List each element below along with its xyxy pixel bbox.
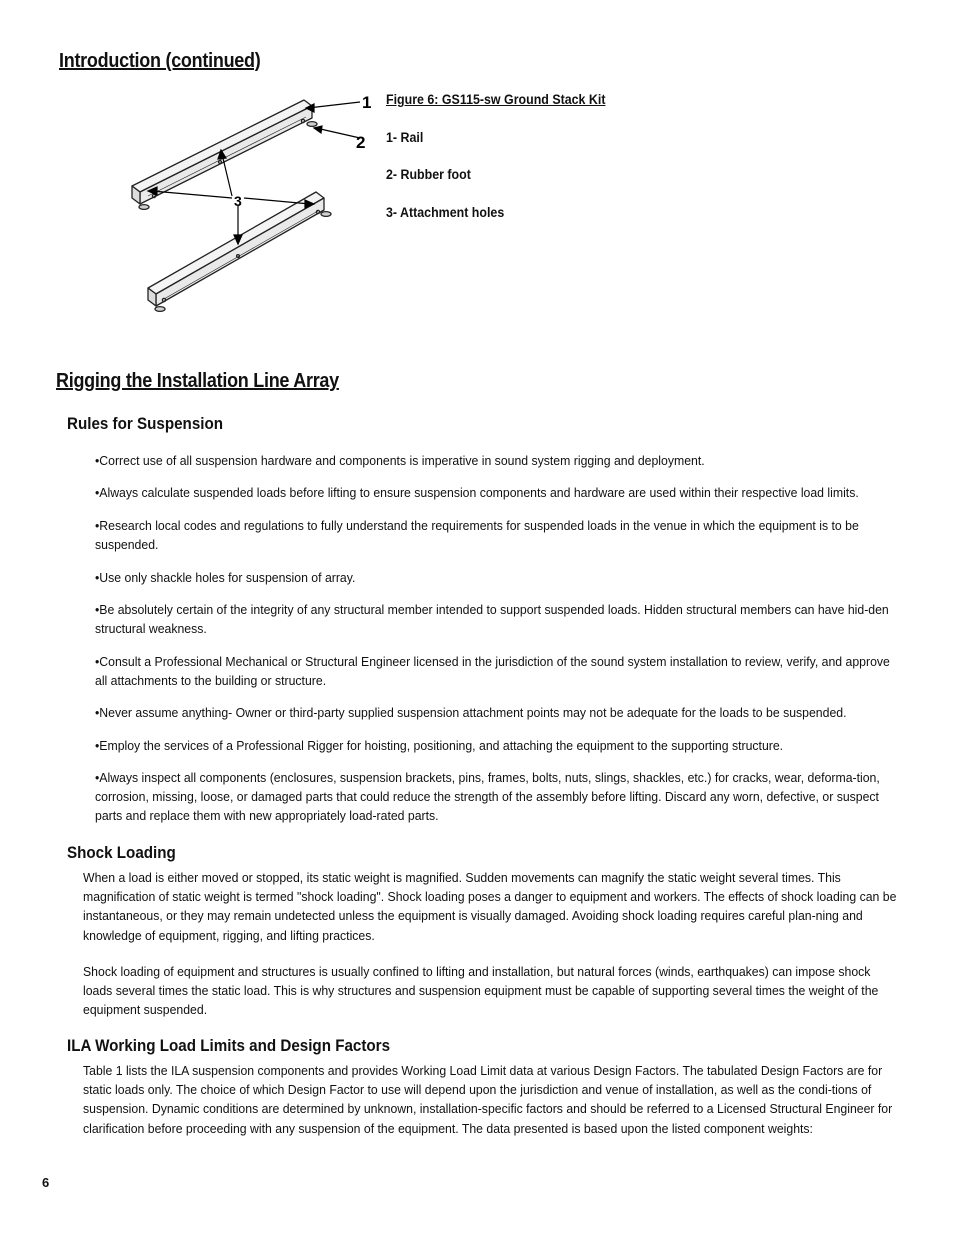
callout-2: 2: [356, 133, 366, 152]
shock-paragraph-2: Shock loading of equipment and structures is usually confined to lifting and installation, but natural forces (winds, earthquakes) can impose shock loads several times the static load. This is why structures and suspension equipment must be capable of supporting several times the weight of the equipment suspended.: [83, 964, 879, 1018]
legend-item-rubber-foot: 2- Rubber foot: [386, 167, 471, 182]
wll-heading: ILA Working Load Limits and Design Factors: [67, 1037, 391, 1055]
rule-item: •Never assume anything- Owner or third-party supplied suspension attachment points may not be adequate for the loads to be suspended.: [95, 705, 847, 720]
ground-stack-kit-illustration: [120, 88, 380, 320]
legend-item-attachment-holes: 3- Attachment holes: [386, 205, 505, 220]
rule-item: •Correct use of all suspension hardware and components is imperative in sound system rigging and deployment.: [95, 453, 705, 468]
lower-rail: [148, 192, 331, 311]
section-title: Rigging the Installation Line Array: [56, 370, 339, 392]
rule-item: •Consult a Professional Mechanical or Structural Engineer licensed in the jurisdiction of the sound system installation to review, verify, and approve all attachments to the building or structure.: [95, 654, 890, 689]
rule-item: •Always calculate suspended loads before lifting to ensure suspension components and hardware are used within their respective load limits.: [95, 485, 859, 500]
wll-paragraph: Table 1 lists the ILA suspension components and provides Working Load Limit data at various Design Factors. The tabulated Design Factors are for static loads only. The choice of which Design Factor to use will depend upon the jurisdiction and venue of installation, as well as the condi-tions of suspension. Dynamic conditions are determined by unknown, installation-specific factors and should be referred to a Licensed Structural Engineer for clarification before proceeding with any suspension of the equipment. The data presented is based upon the listed component weights:: [83, 1063, 893, 1136]
rule-item: •Employ the services of a Professional Rigger for hoisting, positioning, and attaching the equipment to the supporting structure.: [95, 738, 784, 753]
shock-heading: Shock Loading: [67, 844, 176, 862]
legend-item-rail: 1- Rail: [386, 130, 424, 145]
rule-item: •Be absolutely certain of the integrity of any structural member intended to support suspended loads. Hidden structural members can have hid-den structural weakness.: [95, 602, 889, 637]
shock-paragraph-1: When a load is either moved or stopped, its static weight is magnified. Sudden movements can magnify the static weight several times. This magnification of static weight is termed "shock loading". Shock loading poses a danger to equipment and workers. The effects of shock loading can be instantaneous, or they may remain undetected unless the equipment is visually damaged. Avoiding shock loading requires careful plan-ning and knowledge of equipment, rigging, and lifting practices.: [83, 870, 897, 943]
rule-item: •Research local codes and regulations to fully understand the requirements for suspended loads in the venue in which the equipment is to be suspended.: [95, 518, 859, 553]
page-number: 6: [42, 1175, 50, 1190]
figure-caption: Figure 6: GS115-sw Ground Stack Kit: [386, 92, 606, 107]
callout-1: 1: [362, 93, 372, 112]
page-title: Introduction (continued): [59, 50, 261, 72]
rule-item: •Use only shackle holes for suspension of array.: [95, 570, 356, 585]
callout-3: 3: [234, 193, 242, 209]
rule-item: •Always inspect all components (enclosures, suspension brackets, pins, frames, bolts, nuts, slings, shackles, etc.) for cracks, wear, deforma-tion, corrosion, missing, loose, or damaged parts that could reduce the strength of the assembly before lifting. Discard any worn, defective, or suspect parts and replace them with new appropriately load-rated parts.: [95, 770, 880, 824]
rules-heading: Rules for Suspension: [67, 415, 224, 433]
